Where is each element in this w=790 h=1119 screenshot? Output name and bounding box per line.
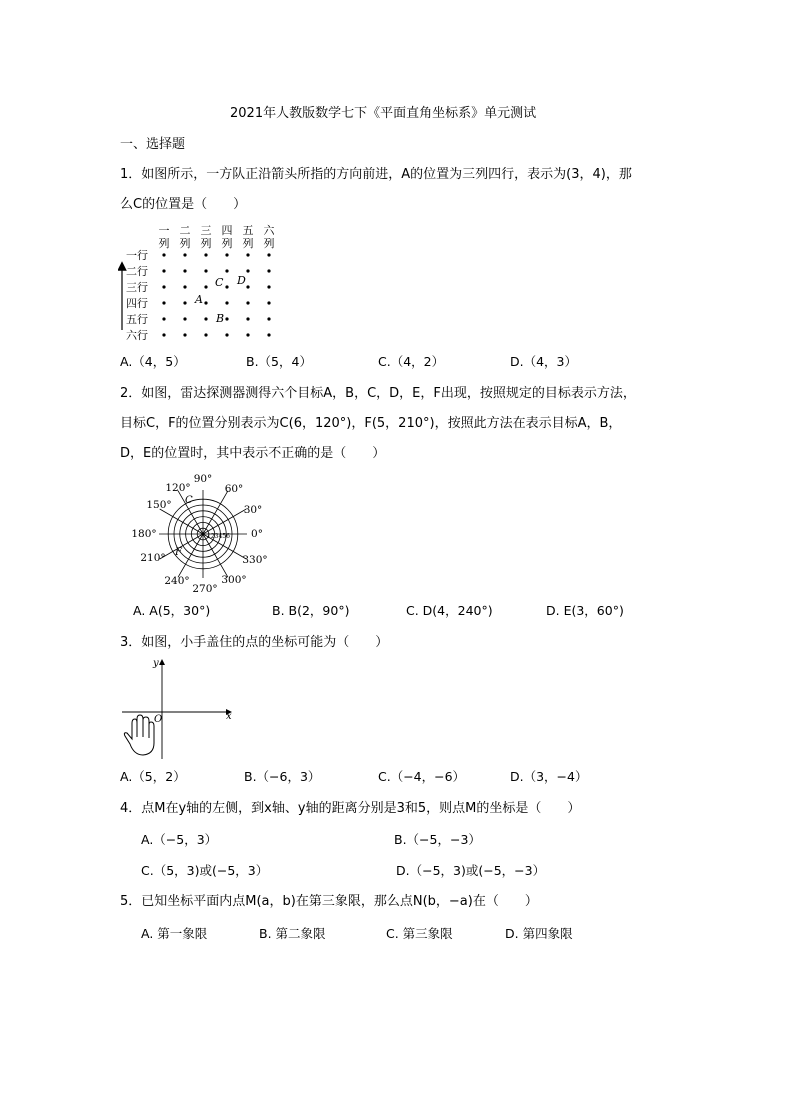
col-header-4b: 列 — [221, 237, 233, 250]
q5-option-a[interactable]: A. 第一象限 — [141, 926, 208, 941]
formation-dot — [162, 301, 165, 304]
page-title: 2021年人教版数学七下《平面直角坐标系》单元测试 — [230, 106, 537, 121]
formation-dot — [183, 333, 186, 336]
q1-option-d[interactable]: D.（4，3） — [510, 354, 578, 369]
target-c-label: C — [185, 495, 193, 506]
angle-300: 300° — [221, 574, 247, 586]
q1-formation-figure — [118, 222, 288, 347]
q2-radar-figure — [128, 470, 288, 595]
formation-dot — [183, 301, 186, 304]
formation-dot — [267, 253, 270, 256]
angle-180: 180° — [131, 528, 157, 540]
col-header-1b: 列 — [158, 237, 170, 250]
formation-dot — [225, 253, 228, 256]
formation-dot — [204, 285, 207, 288]
q3-option-b[interactable]: B.（−6，3） — [244, 769, 321, 784]
formation-dot — [246, 317, 249, 320]
col-header-5b: 列 — [242, 237, 254, 250]
col-header-2b: 列 — [179, 237, 191, 250]
angle-150: 150° — [146, 499, 172, 511]
formation-dot — [162, 317, 165, 320]
formation-dot — [225, 301, 228, 304]
q2-stem-line3: D，E的位置时，其中表示不正确的是（ ） — [120, 446, 386, 461]
ring-numbers: 123456 — [207, 533, 230, 540]
col-header-2: 二 — [179, 224, 191, 237]
formation-dot — [246, 333, 249, 336]
angle-240: 240° — [164, 575, 190, 587]
point-a-label: A — [195, 293, 203, 306]
formation-dot — [267, 301, 270, 304]
q4-option-d[interactable]: D.（−5，3)或(−5，−3） — [396, 863, 546, 878]
col-header-4: 四 — [221, 224, 233, 237]
formation-dot — [225, 333, 228, 336]
q1-stem-line1: 1．如图所示，一方队正沿箭头所指的方向前进，A的位置为三列四行，表示为(3，4)，那 — [120, 167, 632, 182]
angle-120: 120° — [165, 482, 191, 494]
angle-210: 210° — [140, 552, 166, 564]
formation-dot — [267, 333, 270, 336]
q3-option-d[interactable]: D.（3，−4） — [510, 769, 588, 784]
point-b-label: B — [216, 312, 225, 325]
formation-dot — [246, 285, 249, 288]
angle-30: 30° — [243, 504, 263, 516]
formation-dot — [162, 285, 165, 288]
formation-dot — [204, 317, 207, 320]
q3-option-c[interactable]: C.（−4，−6） — [378, 769, 466, 784]
point-d-label: D — [237, 274, 246, 287]
q4-option-c[interactable]: C.（5，3)或(−5，3） — [141, 863, 269, 878]
q5-option-c[interactable]: C. 第三象限 — [386, 926, 453, 941]
q2-option-b[interactable]: B. B(2，90°) — [272, 603, 350, 618]
radar-spoke — [203, 534, 228, 577]
q4-option-b[interactable]: B.（−5，−3） — [394, 832, 481, 847]
q4-stem: 4．点M在y轴的左侧，到x轴、y轴的距离分别是3和5，则点M的坐标是（ ） — [120, 801, 581, 816]
formation-dot — [225, 317, 228, 320]
hand-icon — [124, 715, 154, 755]
angle-270: 270° — [192, 583, 218, 595]
formation-dot — [267, 317, 270, 320]
angle-90: 90° — [193, 473, 213, 485]
y-axis-label: y — [153, 658, 159, 669]
formation-dot — [162, 333, 165, 336]
row-label-1: 一行 — [126, 249, 148, 262]
radar-spoke — [203, 491, 228, 534]
row-label-4: 四行 — [126, 297, 148, 310]
q3-stem: 3．如图，小手盖住的点的坐标可能为（ ） — [120, 635, 389, 650]
formation-dot — [246, 253, 249, 256]
row-label-2: 二行 — [126, 265, 148, 278]
formation-dot — [204, 333, 207, 336]
angle-0: 0° — [251, 528, 263, 540]
col-header-6b: 列 — [263, 237, 275, 250]
col-header-1: 一 — [158, 224, 170, 237]
q1-option-c[interactable]: C.（4，2） — [378, 354, 445, 369]
angle-330: 330° — [242, 554, 268, 566]
q1-stem-line2: 么C的位置是（ ） — [120, 197, 247, 212]
formation-dot — [225, 285, 228, 288]
target-f-label: F — [175, 547, 182, 558]
row-label-3: 三行 — [126, 281, 148, 294]
formation-dot — [183, 317, 186, 320]
section-heading: 一、选择题 — [120, 137, 186, 152]
angle-60: 60° — [224, 483, 244, 495]
formation-dot — [204, 269, 207, 272]
formation-dot — [267, 285, 270, 288]
formation-dot — [246, 301, 249, 304]
col-header-5: 五 — [242, 224, 254, 237]
formation-dot — [183, 269, 186, 272]
q2-option-d[interactable]: D. E(3，60°) — [546, 603, 624, 618]
point-c-label: C — [215, 276, 224, 289]
radar-spoke — [160, 509, 203, 534]
q3-option-a[interactable]: A.（5，2） — [120, 769, 186, 784]
x-axis-label: x — [226, 711, 232, 722]
formation-dot — [204, 301, 207, 304]
q5-option-d[interactable]: D. 第四象限 — [505, 926, 573, 941]
q2-option-a[interactable]: A. A(5，30°) — [133, 603, 211, 618]
q1-option-a[interactable]: A.（4，5） — [120, 354, 186, 369]
formation-dot — [162, 269, 165, 272]
q2-option-c[interactable]: C. D(4，240°) — [406, 603, 493, 618]
formation-dot — [267, 269, 270, 272]
origin-label: O — [154, 714, 163, 725]
col-header-6: 六 — [263, 224, 275, 237]
q3-axes-figure — [118, 657, 243, 762]
col-header-3: 三 — [200, 224, 212, 237]
formation-dot — [183, 253, 186, 256]
formation-dot — [204, 253, 207, 256]
q2-stem-line1: 2．如图，雷达探测器测得六个目标A，B，C，D，E，F出现，按照规定的目标表示方法， — [120, 386, 636, 401]
formation-dot — [225, 269, 228, 272]
q4-option-a[interactable]: A.（−5，3） — [141, 832, 218, 847]
q1-option-b[interactable]: B.（5，4） — [246, 354, 312, 369]
q5-option-b[interactable]: B. 第二象限 — [259, 926, 326, 941]
formation-dot — [246, 269, 249, 272]
radar-spoke — [203, 509, 246, 534]
formation-dot — [183, 285, 186, 288]
row-label-6: 六行 — [126, 329, 148, 342]
q2-stem-line2: 目标C，F的位置分别表示为C(6，120°)，F(5，210°)，按照此方法在表示目标A，B， — [120, 416, 622, 431]
col-header-3b: 列 — [200, 237, 212, 250]
row-label-5: 五行 — [126, 313, 148, 326]
formation-dot — [162, 253, 165, 256]
q5-stem: 5．已知坐标平面内点M(a，b)在第三象限，那么点N(b，−a)在（ ） — [120, 894, 538, 909]
